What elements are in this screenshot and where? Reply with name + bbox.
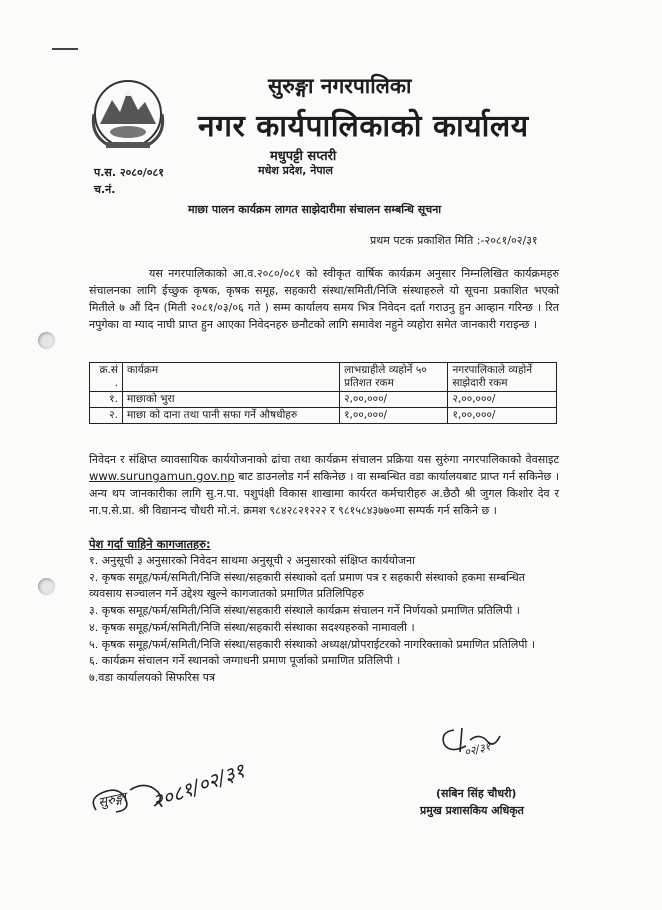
office-title: नगर कार्यपालिकाको कार्यालय	[198, 109, 529, 144]
municipality-name: सुरुङ्गा नगरपालिका	[268, 74, 412, 98]
handwritten-mark: सुरुङ्गा	[97, 790, 128, 811]
table-header-row	[90, 363, 557, 392]
punch-hole-top	[38, 332, 55, 349]
documents-heading: पेश गर्दा चाहिने कागजातहरु:	[89, 537, 211, 551]
header-program: कार्यक्रम	[122, 363, 339, 392]
row-program: माछाको भुरा	[122, 392, 339, 408]
dispatch-number: च.नं.	[94, 183, 116, 196]
punch-hole-bottom	[38, 578, 55, 595]
row-municipality-share: १,००,०००/	[448, 408, 557, 424]
table-row	[90, 408, 557, 424]
header-beneficiary-share: लाभग्राहीले व्यहोर्ने ५० प्रतिशत रकम	[340, 363, 448, 392]
officer-name: (सबिन सिंह चौधरी)	[436, 787, 517, 800]
website-link[interactable]: www.surungamun.gov.np	[89, 469, 235, 483]
row-sn: २.	[90, 408, 123, 424]
row-program: माछा को दाना तथा पानी सफा गर्ने औषधीहरु	[122, 408, 339, 424]
reference-number: प.स. २०८०/०८१	[94, 166, 164, 179]
list-item: ७.वडा कार्यालयको सिफरिस पत्र	[89, 670, 216, 684]
list-item: ४. कृषक समूह/फर्म/समिती/निजि संस्था/सहकारी संस्थाका सदश्यहरुको नामावली ।	[89, 620, 415, 634]
address-line1: मधुपट्टी सप्तरी	[270, 149, 337, 164]
list-item: ३. कृषक समूह/फर्म/समिती/निजि संस्था/सहकारी संस्थाले कार्यक्रम संचालन गर्ने निर्णयको प्रमाणित प्रतिलिपी ।	[89, 604, 520, 618]
reference-block	[94, 164, 164, 198]
edge-mark	[52, 48, 78, 50]
address-line2: मधेश प्रदेश, नेपाल	[258, 164, 333, 177]
list-item: ६. कार्यक्रम संचालन गर्ने स्थानको जग्गाधनी प्रमाण पूर्जाको प्रमाणित प्रतिलिपी ।	[89, 654, 401, 668]
procedure-text-a: निवेदन र संक्षिप्त व्यावसायिक कार्ययोजनाको ढांचा तथा कार्यक्रम संचालन प्रक्रिया यस सुरुंगा नगरपालिकाको वेवसाइट	[89, 453, 559, 466]
list-item: ५. कृषक समूह/फर्म/समिती/निजि संस्था/सहकारी संस्थाको अध्यक्ष/प्रोपराईटरको नागरिक्ताको प्रमाणित प्रतिलिपी ।	[89, 637, 536, 651]
nepal-emblem-icon	[88, 76, 168, 150]
program-table	[89, 362, 557, 424]
documents-list	[89, 553, 559, 687]
handwritten-date: २०८१/०२/३१	[148, 758, 249, 814]
row-sn: १.	[90, 392, 123, 408]
procedure-paragraph	[89, 451, 559, 519]
header-municipality-share: नगरपालिकाले व्यहोर्ने साझेदारी रकम	[448, 363, 557, 392]
officer-title: प्रमुख प्रशासकिय अधिकृत	[420, 804, 524, 817]
list-item: १. अनुसूची ३ अनुसारको निवेदन साथमा अनुसूची २ अनुसारको संक्षिप्त कार्ययोजना	[89, 554, 415, 567]
row-beneficiary-share: २,००,०००/	[340, 392, 448, 408]
table-row	[90, 392, 557, 408]
list-item: २. कृषक समूह/फर्म/समिती/निजि संस्था/सहकारी संस्थाको दर्ता प्रमाण पत्र र सहकारी संस्थाको हकमा सम्बन्धित व्यवसाय सञ्चालन गर्ने उद्देश्य खुल्ने कागजातको प्रमाणित प्रतिलिपिहरु	[89, 570, 526, 601]
row-beneficiary-share: १,००,०००/	[340, 408, 448, 424]
published-date: प्रथम पटक प्रकाशित मिति :-२०८१/०२/३१	[370, 234, 538, 247]
intro-paragraph: यस नगरपालिकाको आ.व.२०८०/०८१ को स्वीकृत वार्षिक कार्यक्रम अनुसार निम्नलिखित कार्यक्रमहरु संचालनका लागि ईच्छुक कृषक, कृषक समूह, सहकारी संस्था/समिती/निजि संस्थाहरुले यो सूचना प्रकाशित भएको मितीले ७ औं दिन (मिती २०८१/०३/०६ गते ) सम्म कार्यालय समय भित्र निवेदन दर्ता गराउनु हुन आव्हान गरिन्छ । रित नपुगेका वा म्याद नाघी प्राप्त हुन आएका निवेदनहरु छनौटको लागि समावेश नहुने व्यहोरा समेत जानकारी गराइन्छ ।	[89, 267, 559, 331]
header-sn: क्र.सं .	[90, 363, 123, 392]
notice-subject: माछा पालन कार्यक्रम लागत साझेदारीमा संचालन सम्बन्धि सूचना	[188, 203, 442, 216]
signature-date: ०२/३१	[462, 739, 492, 760]
row-municipality-share: २,००,०००/	[448, 392, 557, 408]
procedure-text-b: बाट डाउनलोड गर्न सकिनेछ । वा सम्बन्धित वडा कार्यालयबाट प्राप्त गर्न सकिनेछ । अन्य थप जानकारीका लागि सु.न.पा. पशुपंक्षी विकास शाखामा कार्यरत कर्मचारीहरु अ.छैठौ श्री जुगल किशोर देव र ना.प.से.प्रा. श्री विद्यानन्द चौधरी मो.नं. क्रमश ९८४२८२१२२२ र ९८१५८४३७७०मा सम्पर्क गर्न सकिने छ ।	[89, 470, 559, 517]
